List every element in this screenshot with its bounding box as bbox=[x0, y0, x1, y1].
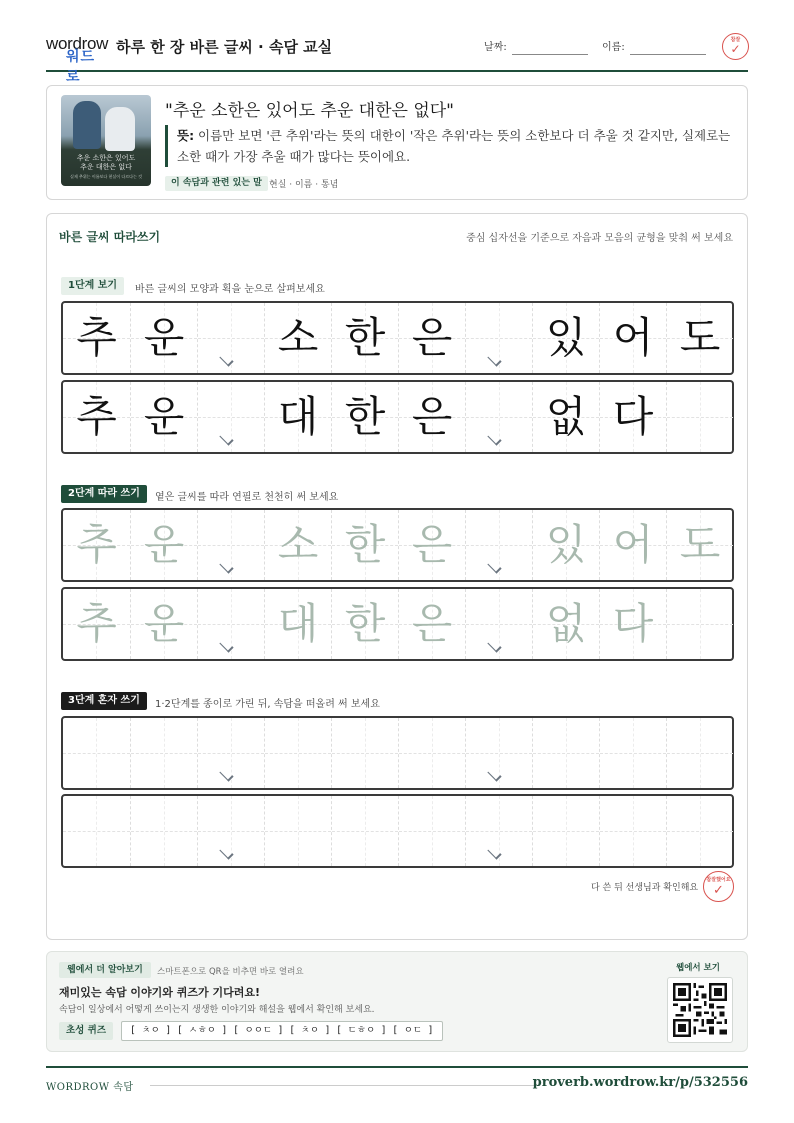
chosung-quiz-label: 초성 퀴즈 bbox=[59, 1022, 113, 1040]
footer-divider bbox=[150, 1085, 536, 1086]
model-character: 없 bbox=[545, 392, 587, 441]
grid-cell[interactable] bbox=[532, 510, 599, 580]
thumbs-up-icon: ✓ bbox=[713, 883, 724, 898]
grid-cell bbox=[532, 303, 599, 373]
space-mark-icon bbox=[219, 845, 233, 859]
grid-cell bbox=[63, 303, 130, 373]
grid-cell[interactable] bbox=[63, 589, 130, 659]
grid-cell bbox=[398, 303, 465, 373]
grid-cell[interactable] bbox=[398, 718, 465, 788]
trace-character: 운 bbox=[143, 520, 185, 569]
grid-cell[interactable] bbox=[331, 718, 398, 788]
grid-cell bbox=[599, 303, 666, 373]
proverb-meaning bbox=[165, 125, 735, 167]
model-character: 운 bbox=[143, 392, 185, 441]
grid-cell[interactable] bbox=[666, 718, 733, 788]
grid-cell[interactable] bbox=[264, 796, 331, 866]
qr-hint: 스마트폰으로 QR을 비추면 바로 열려요 bbox=[157, 967, 304, 977]
tracing-row[interactable] bbox=[61, 508, 734, 582]
grid-cell bbox=[264, 382, 331, 452]
space-mark-icon bbox=[487, 767, 501, 781]
step2-tag: 2단계 따라 쓰기 bbox=[61, 485, 147, 503]
model-character: 다 bbox=[612, 392, 654, 441]
grid-cell[interactable] bbox=[666, 510, 733, 580]
illustration-figure-left bbox=[73, 101, 101, 149]
trace-character: 소 bbox=[277, 520, 319, 569]
grid-cell bbox=[666, 303, 733, 373]
grid-cell[interactable] bbox=[130, 718, 197, 788]
grid-cell bbox=[465, 382, 532, 452]
practice-note: 중심 십자선을 기준으로 자음과 모음의 균형을 맞춰 써 보세요 bbox=[466, 233, 733, 244]
web-more-tag: 웹에서 더 알아보기 bbox=[59, 962, 151, 978]
blank-writing-row[interactable] bbox=[61, 716, 734, 790]
blank-writing-row[interactable] bbox=[61, 794, 734, 868]
trace-character: 한 bbox=[344, 520, 386, 569]
illustration-caption-2: 추운 대한은 없다 bbox=[80, 163, 132, 171]
grid-cell bbox=[599, 382, 666, 452]
grid-cell[interactable] bbox=[197, 589, 264, 659]
related-words-label: 이 속담과 관련 있는 말 bbox=[165, 176, 268, 191]
illustration-figure-right bbox=[105, 107, 135, 151]
trace-character: 어 bbox=[612, 520, 654, 569]
illustration-caption-1: 추운 소한은 있어도 bbox=[76, 154, 136, 162]
model-character: 추 bbox=[76, 313, 117, 362]
grid-cell[interactable] bbox=[63, 718, 130, 788]
grid-cell bbox=[532, 382, 599, 452]
model-character: 한 bbox=[344, 313, 386, 362]
trace-character: 대 bbox=[277, 599, 319, 648]
step1-tag: 1단계 보기 bbox=[61, 277, 124, 295]
trace-character: 다 bbox=[612, 599, 654, 648]
page-footer bbox=[46, 1066, 748, 1096]
model-character: 도 bbox=[679, 313, 721, 362]
practice-title: 바른 글씨 따라쓰기 bbox=[59, 230, 161, 244]
model-character bbox=[466, 382, 532, 452]
grid-cell bbox=[264, 303, 331, 373]
done-stamp-icon bbox=[703, 871, 734, 902]
date-field[interactable] bbox=[512, 54, 588, 55]
footer-brand: WORDROW 속담 bbox=[46, 1082, 134, 1093]
space-mark-icon bbox=[487, 845, 501, 859]
model-character: 은 bbox=[411, 392, 453, 441]
model-character: 은 bbox=[411, 313, 453, 362]
date-label: 날짜: bbox=[484, 42, 507, 53]
approval-stamp-icon bbox=[722, 33, 749, 60]
model-character bbox=[198, 303, 264, 373]
grid-cell[interactable] bbox=[197, 510, 264, 580]
space-mark-icon bbox=[219, 767, 233, 781]
grid-cell[interactable] bbox=[264, 718, 331, 788]
model-character: 있 bbox=[545, 313, 587, 362]
writing-row bbox=[61, 380, 734, 454]
trace-character: 추 bbox=[76, 599, 117, 648]
grid-cell[interactable] bbox=[398, 796, 465, 866]
web-description: 속담이 일상에서 어떻게 쓰이는지 생생한 이야기와 해설을 웹에서 확인해 보세요. bbox=[59, 1005, 375, 1015]
grid-cell[interactable] bbox=[599, 589, 666, 659]
footer-url-link[interactable]: proverb.wordrow.kr/p/532556 bbox=[532, 1075, 748, 1090]
grid-cell[interactable] bbox=[666, 796, 733, 866]
trace-character: 한 bbox=[344, 599, 386, 648]
model-character: 추 bbox=[76, 392, 117, 441]
web-promo-section bbox=[46, 951, 748, 1052]
check-icon: ✓ bbox=[730, 42, 741, 56]
proverb-card bbox=[46, 85, 748, 200]
grid-cell[interactable] bbox=[599, 796, 666, 866]
grid-cell[interactable] bbox=[197, 718, 264, 788]
grid-cell bbox=[197, 303, 264, 373]
qr-code-icon[interactable] bbox=[667, 977, 733, 1043]
grid-cell[interactable] bbox=[130, 589, 197, 659]
grid-cell bbox=[130, 382, 197, 452]
step1-desc: 바른 글씨의 모양과 획을 눈으로 살펴보세요 bbox=[135, 284, 325, 295]
grid-cell bbox=[666, 382, 733, 452]
step3-desc: 1·2단계를 종이로 가린 뒤, 속담을 떠올려 써 보세요 bbox=[155, 699, 380, 710]
model-character: 어 bbox=[612, 313, 654, 362]
trace-character: 추 bbox=[76, 520, 117, 569]
grid-cell[interactable] bbox=[197, 796, 264, 866]
name-label: 이름: bbox=[602, 42, 625, 53]
grid-cell[interactable] bbox=[666, 589, 733, 659]
step2-desc: 옅은 글씨를 따라 연필로 천천히 써 보세요 bbox=[155, 492, 339, 503]
grid-cell[interactable] bbox=[331, 589, 398, 659]
grid-cell[interactable] bbox=[130, 796, 197, 866]
grid-cell[interactable] bbox=[465, 718, 532, 788]
model-character bbox=[466, 303, 532, 373]
wordrow-logo[interactable] bbox=[46, 34, 109, 85]
illustration-caption-3: 실제 추위는 이름보다 현실이 다르다는 것 bbox=[69, 174, 143, 179]
grid-cell[interactable] bbox=[331, 796, 398, 866]
trace-character: 있 bbox=[545, 520, 587, 569]
trace-character bbox=[667, 589, 733, 659]
qr-label: 웹에서 보기 bbox=[676, 963, 721, 973]
model-character bbox=[198, 382, 264, 452]
grid-cell[interactable] bbox=[465, 589, 532, 659]
grid-cell bbox=[197, 382, 264, 452]
trace-character: 은 bbox=[411, 520, 453, 569]
grid-cell bbox=[331, 303, 398, 373]
worksheet-title: 하루 한 장 바른 글씨 · 속담 교실 bbox=[116, 38, 333, 56]
stamp-text: 참잘 bbox=[730, 37, 741, 43]
web-headline: 재미있는 속담 이야기와 퀴즈가 기다려요! bbox=[59, 986, 260, 999]
model-character: 대 bbox=[277, 392, 319, 441]
trace-character bbox=[198, 589, 264, 659]
step3-tag: 3단계 혼자 쓰기 bbox=[61, 692, 147, 710]
trace-character bbox=[466, 589, 532, 659]
meaning-text: 이름만 보면 '큰 추위'라는 뜻의 대한이 '작은 추위'라는 뜻의 소한보다 더 추울 것 같지만, 실제로는 소한 때가 가장 추울 때가 많다는 뜻이에요. bbox=[177, 128, 731, 164]
page-header bbox=[46, 30, 748, 85]
grid-cell[interactable] bbox=[465, 510, 532, 580]
related-words: 현실 · 이름 · 통념 bbox=[269, 180, 339, 190]
proverb-illustration bbox=[61, 95, 151, 186]
trace-character: 은 bbox=[411, 599, 453, 648]
trace-character: 없 bbox=[545, 599, 587, 648]
grid-cell bbox=[331, 382, 398, 452]
grid-cell[interactable] bbox=[130, 510, 197, 580]
trace-character bbox=[466, 510, 532, 580]
model-character: 운 bbox=[143, 313, 185, 362]
grid-cell[interactable] bbox=[63, 796, 130, 866]
grid-cell bbox=[465, 303, 532, 373]
logo-korean-wordmark: 워드로 bbox=[66, 49, 96, 85]
grid-cell[interactable] bbox=[465, 796, 532, 866]
chosung-quiz-answer: [ ㅊㅇ ] [ ㅅㅎㅇ ] [ ㅇㅇㄷ ] [ ㅊㅇ ] [ ㄷㅎㅇ ] [ ㅇㄷ ] bbox=[121, 1021, 443, 1041]
grid-cell[interactable] bbox=[331, 510, 398, 580]
grid-cell[interactable] bbox=[599, 510, 666, 580]
done-note: 다 쓴 뒤 선생님과 확인해요 bbox=[591, 883, 699, 893]
grid-cell bbox=[130, 303, 197, 373]
model-character bbox=[667, 382, 733, 452]
logo-wordmark: wordrow bbox=[46, 34, 109, 53]
grid-cell[interactable] bbox=[63, 510, 130, 580]
trace-character: 도 bbox=[679, 520, 721, 569]
grid-cell[interactable] bbox=[532, 796, 599, 866]
name-field[interactable] bbox=[630, 54, 706, 55]
grid-cell[interactable] bbox=[398, 510, 465, 580]
grid-cell bbox=[63, 382, 130, 452]
grid-cell[interactable] bbox=[599, 718, 666, 788]
proverb-title: "추운 소한은 있어도 추운 대한은 없다" bbox=[165, 101, 454, 121]
tracing-row[interactable] bbox=[61, 587, 734, 661]
grid-cell[interactable] bbox=[532, 589, 599, 659]
grid-cell[interactable] bbox=[264, 589, 331, 659]
practice-panel bbox=[46, 213, 748, 940]
grid-cell[interactable] bbox=[398, 589, 465, 659]
grid-cell[interactable] bbox=[532, 718, 599, 788]
meaning-label: 뜻: bbox=[177, 128, 195, 143]
trace-character: 운 bbox=[143, 599, 185, 648]
grid-cell bbox=[398, 382, 465, 452]
model-character: 소 bbox=[277, 313, 319, 362]
grid-cell[interactable] bbox=[264, 510, 331, 580]
trace-character bbox=[198, 510, 264, 580]
done-stamp-text: 참잘했어요 bbox=[706, 877, 731, 883]
writing-row bbox=[61, 301, 734, 375]
model-character: 한 bbox=[344, 392, 386, 441]
